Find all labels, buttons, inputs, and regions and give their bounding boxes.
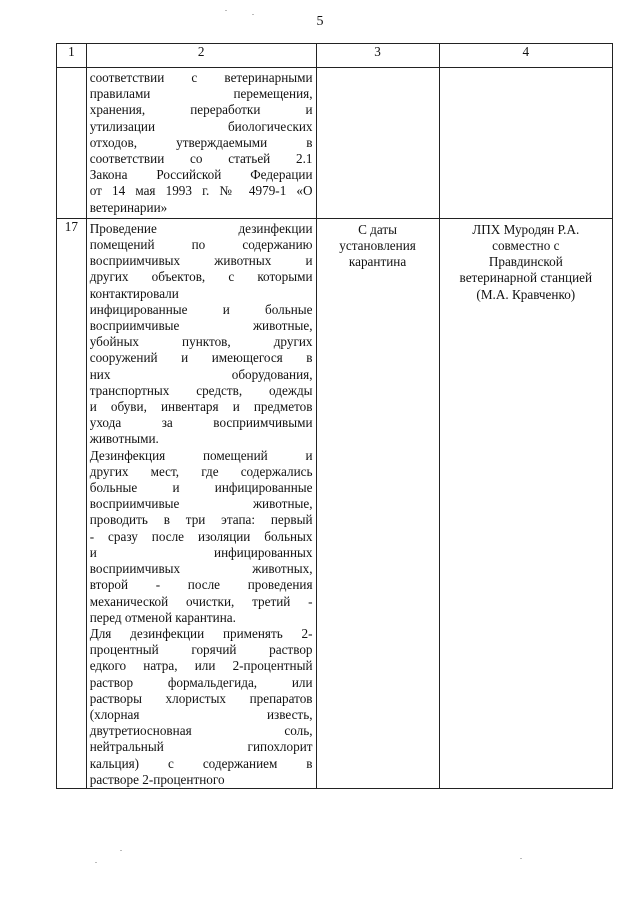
continued-deadline-cell bbox=[316, 68, 439, 219]
row-17-measure-text bbox=[90, 221, 313, 788]
measure-text-line: других объектов, с которыми bbox=[89, 269, 313, 285]
measure-text-line: от 14 мая 1993 г. № 4979-1 «О bbox=[89, 183, 313, 199]
responsible-text-line: ЛПХ Муродян Р.А. bbox=[472, 221, 580, 237]
page-number: 5 bbox=[316, 14, 324, 29]
measure-text-line: убойных пунктов, других bbox=[89, 334, 313, 350]
measure-text-line: восприимчивые животные, bbox=[89, 496, 313, 512]
table-row-17 bbox=[57, 218, 613, 788]
table-header-row bbox=[57, 44, 613, 68]
measure-text-line: нейтральный гипохлорит bbox=[89, 739, 313, 755]
measure-text-line: контактировали bbox=[89, 285, 179, 301]
measure-text-line: больные и инфицированные bbox=[89, 480, 313, 496]
row-17-deadline-cell bbox=[316, 218, 439, 788]
row-17-responsible-text bbox=[443, 222, 609, 303]
continued-number-cell bbox=[57, 68, 87, 219]
measure-text-line: ухода за восприимчивыми bbox=[89, 415, 313, 431]
measure-text-line: и обуви, инвентаря и предметов bbox=[89, 399, 313, 415]
measure-text-line: едкого натра, или 2-процентный bbox=[89, 658, 313, 674]
measure-text-line: транспортных средств, одежды bbox=[89, 382, 313, 398]
measure-text-line: восприимчивые животные, bbox=[89, 318, 313, 334]
measure-text-line: помещений по содержанию bbox=[89, 237, 313, 253]
measure-text-line: механической очистки, третий - bbox=[89, 593, 313, 609]
continued-measure-text bbox=[90, 70, 313, 216]
measure-text-line: ветеринарии» bbox=[89, 199, 168, 215]
header-cell-4: 4 bbox=[439, 44, 612, 68]
responsible-text-line: Правдинской bbox=[488, 254, 563, 270]
measure-text-line: других мест, где содержались bbox=[89, 463, 313, 479]
measure-text-line: Проведение дезинфекции bbox=[89, 220, 313, 236]
deadline-text-line: С даты bbox=[358, 221, 398, 237]
measure-text-line: сооружений и имеющегося в bbox=[89, 350, 313, 366]
measure-text-line: Дезинфекция помещений и bbox=[89, 447, 313, 463]
measure-text-line: кальция) с содержанием в bbox=[89, 755, 313, 771]
measure-text-line: правилами перемещения, bbox=[89, 86, 313, 102]
measure-text-line: растворы хлористых препаратов bbox=[89, 690, 313, 706]
measure-text-line: отходов, утверждаемыми в bbox=[89, 134, 313, 150]
measure-text-line: Закона Российской Федерации bbox=[89, 167, 313, 183]
scan-speck bbox=[225, 10, 227, 11]
deadline-text-line: установления bbox=[339, 238, 416, 254]
measure-text-line: и инфицированных bbox=[89, 544, 313, 560]
responsible-text-line: ветеринарной станцией bbox=[459, 270, 593, 286]
measure-text-line: проводить в три этапа: первый bbox=[89, 512, 313, 528]
measure-text-line: хранения, переработки и bbox=[89, 102, 313, 118]
row-17-deadline-text bbox=[320, 222, 436, 271]
measure-text-line: соответствии со статьей 2.1 bbox=[89, 151, 313, 167]
measure-text-line: перед отменой карантина. bbox=[89, 609, 236, 625]
measure-text-line: раствор формальдегида, или bbox=[89, 674, 313, 690]
responsible-text-line: совместно с bbox=[492, 238, 560, 254]
measure-text-line: Для дезинфекции применять 2- bbox=[89, 625, 313, 641]
measure-text-line: них оборудования, bbox=[89, 366, 313, 382]
measure-text-line: растворе 2-процентного bbox=[89, 771, 225, 787]
scan-speck bbox=[95, 862, 97, 863]
responsible-text-line: (М.А. Кравченко) bbox=[476, 286, 576, 302]
measure-text-line: животными. bbox=[89, 431, 159, 447]
measure-text-line: инфицированные и больные bbox=[89, 301, 313, 317]
row-17-responsible-cell bbox=[439, 218, 612, 788]
measure-text-line: второй - после проведения bbox=[89, 577, 313, 593]
header-cell-1: 1 bbox=[57, 44, 87, 68]
deadline-text-line: карантина bbox=[348, 254, 407, 270]
measure-text-line: восприимчивых животных и bbox=[89, 253, 313, 269]
header-cell-2: 2 bbox=[86, 44, 316, 68]
row-17-number: 17 bbox=[57, 218, 87, 788]
continued-responsible-cell bbox=[439, 68, 612, 219]
measure-text-line: - сразу после изоляции больных bbox=[89, 528, 313, 544]
document-table bbox=[56, 43, 613, 789]
scan-speck bbox=[120, 850, 122, 851]
header-cell-3: 3 bbox=[316, 44, 439, 68]
measure-text-line: восприимчивых животных, bbox=[89, 561, 313, 577]
table-row-continued bbox=[57, 68, 613, 219]
measure-text-line: процентный горячий раствор bbox=[89, 642, 313, 658]
measure-text-line: соответствии с ветеринарными bbox=[89, 70, 313, 85]
measure-text-line: (хлорная известь, bbox=[89, 706, 313, 722]
scan-speck bbox=[252, 14, 254, 15]
measure-text-line: двутретиосновная соль, bbox=[89, 723, 313, 739]
scan-speck bbox=[520, 858, 522, 859]
row-17-measure-cell bbox=[86, 218, 316, 788]
continued-measure-cell bbox=[86, 68, 316, 219]
measure-text-line: утилизации биологических bbox=[89, 118, 313, 134]
